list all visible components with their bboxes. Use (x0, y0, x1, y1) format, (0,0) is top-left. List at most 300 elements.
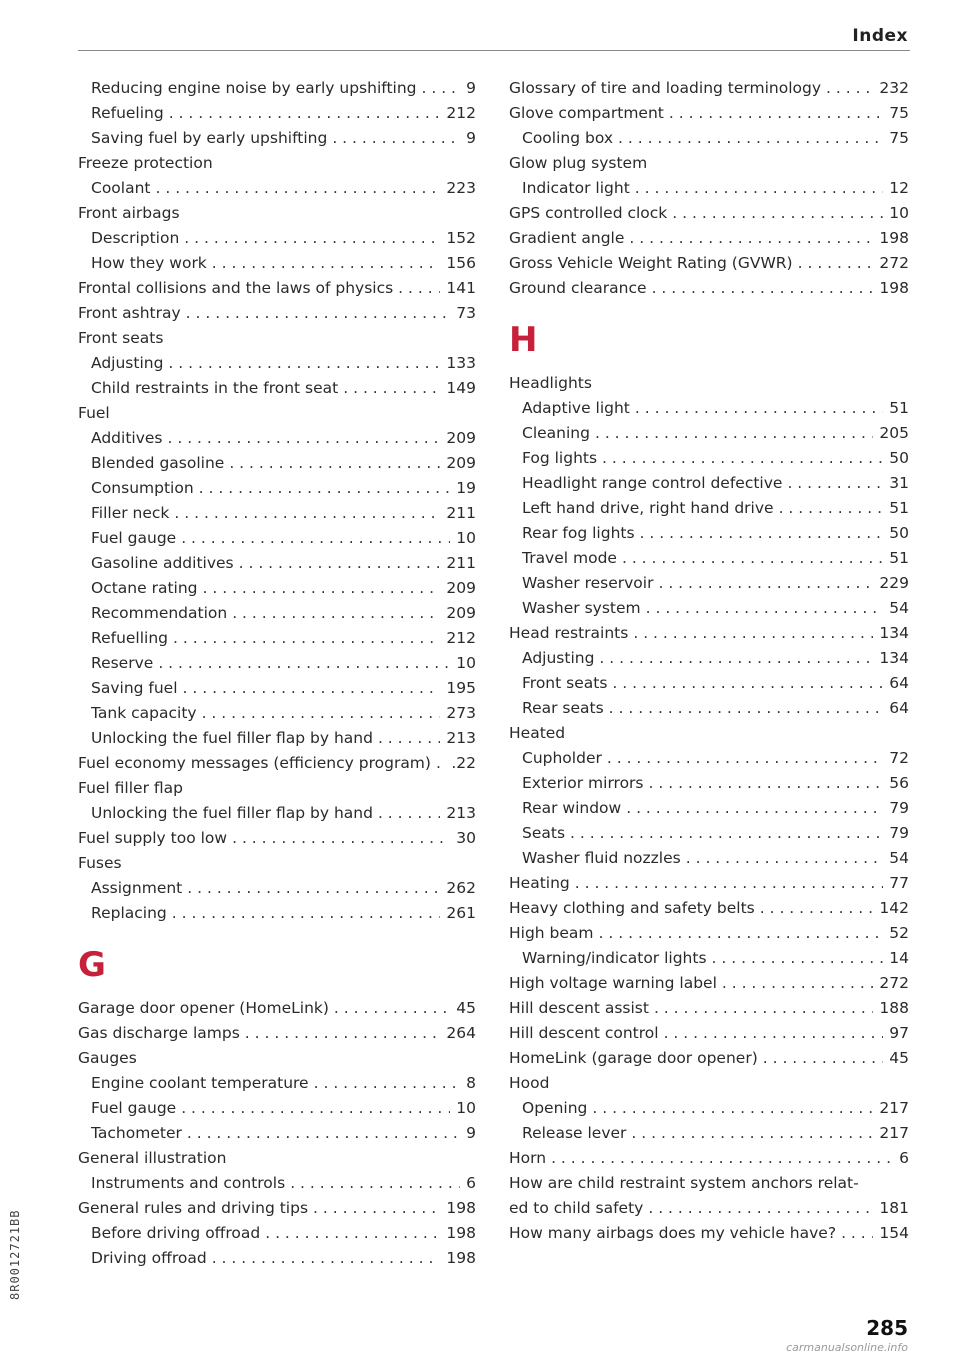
dot-leader (229, 451, 440, 476)
entry-text: Washer reservoir (522, 574, 654, 592)
dot-leader (551, 1146, 893, 1171)
index-subentry (509, 696, 909, 721)
entry-page-number: 79 (889, 824, 909, 842)
dot-leader (313, 1196, 440, 1221)
entry-text: Coolant (91, 179, 151, 197)
dot-leader (212, 251, 441, 276)
index-subentry (78, 376, 476, 401)
entry-text: Fog lights (522, 449, 598, 467)
entry-text: High voltage warning label (509, 974, 717, 992)
index-subentry (78, 1246, 476, 1271)
index-subentry (509, 796, 909, 821)
index-subentry (78, 651, 476, 676)
entry-page-number: 10 (456, 1099, 476, 1117)
entry-page-number: 72 (889, 749, 909, 767)
entry-page-number: 264 (446, 1024, 476, 1042)
entry-page-number: 229 (879, 574, 909, 592)
dot-leader (181, 1096, 450, 1121)
entry-page-number: 232 (879, 79, 909, 97)
entry-page-number: 205 (879, 424, 909, 442)
entry-page-number: 10 (456, 654, 476, 672)
entry-page-number: 198 (879, 229, 909, 247)
dot-leader (618, 126, 883, 151)
entry-page-number: 152 (446, 229, 476, 247)
dot-leader (203, 576, 441, 601)
index-entry (509, 1021, 909, 1046)
index-subentry (509, 546, 909, 571)
entry-text: Gasoline additives (91, 554, 234, 572)
index-subentry (78, 576, 476, 601)
entry-page-number: 211 (446, 504, 476, 522)
entry-text: Gas discharge lamps (78, 1024, 240, 1042)
index-entry (509, 1071, 909, 1096)
entry-text: Description (91, 229, 180, 247)
dot-leader (232, 601, 440, 626)
entry-page-number: 64 (889, 699, 909, 717)
entry-page-number: 209 (446, 454, 476, 472)
dot-leader (686, 846, 884, 871)
entry-page-number: 211 (446, 554, 476, 572)
entry-page-number: 51 (889, 399, 909, 417)
index-entry (78, 326, 476, 351)
dot-leader (599, 646, 873, 671)
entry-text: Head restraints (509, 624, 629, 642)
entry-text: Left hand drive, right hand drive (522, 499, 774, 517)
index-entry (78, 1146, 476, 1171)
index-entry (509, 226, 909, 251)
entry-page-number: 19 (456, 479, 476, 497)
index-entry (509, 251, 909, 276)
index-entry (78, 401, 476, 426)
entry-page-number: 14 (889, 949, 909, 967)
entry-page-number: 79 (889, 799, 909, 817)
index-subentry (78, 901, 476, 926)
index-subentry (509, 771, 909, 796)
entry-text: Headlights (509, 374, 592, 392)
entry-page-number: 9 (466, 1124, 476, 1142)
dot-leader (181, 526, 450, 551)
dot-leader (184, 226, 440, 251)
index-subentry (78, 726, 476, 751)
entry-page-number: 142 (879, 899, 909, 917)
entry-text: Gradient angle (509, 229, 625, 247)
entry-text: Octane rating (91, 579, 198, 597)
entry-text: Assignment (91, 879, 183, 897)
dot-leader (245, 1021, 441, 1046)
index-subentry (78, 601, 476, 626)
dot-leader (635, 396, 883, 421)
entry-text: Warning/indicator lights (522, 949, 707, 967)
index-entry (509, 151, 909, 176)
index-subentry (509, 571, 909, 596)
index-subentry (78, 1121, 476, 1146)
index-subentry (509, 596, 909, 621)
entry-text: Glossary of tire and loading terminology (509, 79, 822, 97)
dot-leader (763, 1046, 884, 1071)
index-entry (509, 896, 909, 921)
dot-leader (722, 971, 874, 996)
entry-page-number: 45 (889, 1049, 909, 1067)
dot-leader (633, 621, 873, 646)
index-subentry (509, 176, 909, 201)
dot-leader (378, 726, 440, 751)
entry-text: Front ashtray (78, 304, 181, 322)
entry-text: Adaptive light (522, 399, 630, 417)
entry-page-number: 45 (456, 999, 476, 1017)
index-entry (509, 971, 909, 996)
entry-text: High beam (509, 924, 594, 942)
index-subentry (78, 501, 476, 526)
index-subentry (78, 476, 476, 501)
index-subentry (78, 226, 476, 251)
dot-leader (436, 751, 445, 776)
entry-text: Before driving offroad (91, 1224, 261, 1242)
index-entry (509, 996, 909, 1021)
index-subentry (78, 876, 476, 901)
entry-text: Unlocking the fuel filler flap by hand (91, 804, 373, 822)
index-subentry (78, 251, 476, 276)
index-subentry (509, 946, 909, 971)
dot-leader (239, 551, 441, 576)
index-entry (509, 371, 909, 396)
entry-text: Rear window (522, 799, 622, 817)
dot-leader (841, 1221, 873, 1246)
dot-leader (183, 676, 441, 701)
entry-page-number: 141 (446, 279, 476, 297)
index-entry (509, 101, 909, 126)
index-subentry (78, 451, 476, 476)
entry-text: Child restraints in the front seat (91, 379, 339, 397)
index-entry (509, 1196, 909, 1221)
entry-text: Fuel supply too low (78, 829, 228, 847)
entry-text: Replacing (91, 904, 167, 922)
entry-page-number: 73 (456, 304, 476, 322)
dot-leader (646, 596, 884, 621)
entry-page-number: 149 (446, 379, 476, 397)
dot-leader (712, 946, 884, 971)
index-subentry (509, 821, 909, 846)
dot-leader (212, 1246, 441, 1271)
index-subentry (78, 801, 476, 826)
index-entry (509, 1171, 909, 1196)
entry-text: Additives (91, 429, 163, 447)
entry-page-number: 181 (879, 1199, 909, 1217)
entry-page-number: 54 (889, 599, 909, 617)
entry-page-number: 54 (889, 849, 909, 867)
dot-leader (629, 226, 873, 251)
page-number: 285 (866, 1316, 908, 1340)
entry-text: Seats (522, 824, 566, 842)
index-entry (509, 721, 909, 746)
index-subentry (509, 846, 909, 871)
index-subentry (78, 526, 476, 551)
dot-leader (343, 376, 440, 401)
dot-leader (635, 176, 883, 201)
entry-text: Fuel economy messages (efficiency program) (78, 754, 431, 772)
watermark-text: carmanualsonline.info (786, 1341, 908, 1354)
entry-page-number: 154 (879, 1224, 909, 1242)
index-subentry (509, 1096, 909, 1121)
entry-page-number: 50 (889, 449, 909, 467)
entry-text: Ground clearance (509, 279, 647, 297)
entry-text: Travel mode (522, 549, 617, 567)
index-column-right (509, 76, 909, 1246)
entry-page-number: 134 (879, 624, 909, 642)
entry-text: Front seats (522, 674, 608, 692)
entry-page-number: 6 (466, 1174, 476, 1192)
entry-page-number: 51 (889, 499, 909, 517)
entry-text: Headlight range control defective (522, 474, 783, 492)
entry-page-number: 56 (889, 774, 909, 792)
dot-leader (186, 301, 451, 326)
index-entry (78, 1196, 476, 1221)
index-entry (78, 826, 476, 851)
dot-leader (826, 76, 873, 101)
entry-text: Front seats (78, 329, 164, 347)
entry-text: GPS controlled clock (509, 204, 668, 222)
dot-leader (169, 101, 441, 126)
dot-leader (173, 626, 440, 651)
dot-leader (199, 476, 451, 501)
entry-text: Cleaning (522, 424, 590, 442)
entry-text: Refuelling (91, 629, 169, 647)
dot-leader (202, 701, 441, 726)
entry-page-number: 262 (446, 879, 476, 897)
index-subentry (78, 1071, 476, 1096)
entry-page-number: 212 (446, 104, 476, 122)
entry-page-number: 195 (446, 679, 476, 697)
index-subentry (509, 521, 909, 546)
entry-text: Refueling (91, 104, 164, 122)
index-subentry (509, 471, 909, 496)
index-subentry (509, 746, 909, 771)
index-subentry (78, 176, 476, 201)
entry-text: Engine coolant temperature (91, 1074, 309, 1092)
entry-text: How they work (91, 254, 207, 272)
entry-text: Driving offroad (91, 1249, 207, 1267)
entry-page-number: 156 (446, 254, 476, 272)
dot-leader (626, 796, 883, 821)
dot-leader (290, 1171, 460, 1196)
index-entry (509, 1046, 909, 1071)
dot-leader (187, 876, 440, 901)
entry-page-number: 209 (446, 429, 476, 447)
dot-leader (332, 126, 460, 151)
dot-leader (622, 546, 883, 571)
index-subentry (509, 1121, 909, 1146)
entry-page-number: 50 (889, 524, 909, 542)
dot-leader (609, 696, 884, 721)
entry-text: Saving fuel (91, 679, 178, 697)
entry-text: Tank capacity (91, 704, 197, 722)
entry-text: Hill descent assist (509, 999, 649, 1017)
index-entry (78, 301, 476, 326)
entry-text: Tachometer (91, 1124, 182, 1142)
index-subentry (509, 671, 909, 696)
dot-leader (664, 1021, 884, 1046)
entry-page-number: 209 (446, 604, 476, 622)
entry-text: General illustration (78, 1149, 227, 1167)
entry-page-number: .22 (451, 754, 476, 772)
index-subentry (509, 421, 909, 446)
dot-leader (167, 426, 440, 451)
header-rule (78, 50, 910, 51)
entry-text: Horn (509, 1149, 547, 1167)
dot-leader (398, 276, 440, 301)
dot-leader (156, 176, 441, 201)
index-subentry (509, 126, 909, 151)
entry-page-number: 223 (446, 179, 476, 197)
entry-text: Washer system (522, 599, 641, 617)
entry-page-number: 31 (889, 474, 909, 492)
entry-text: Front airbags (78, 204, 180, 222)
entry-page-number: 30 (456, 829, 476, 847)
dot-leader (669, 101, 883, 126)
entry-text: Unlocking the fuel filler flap by hand (91, 729, 373, 747)
dot-leader (787, 471, 883, 496)
dot-leader (158, 651, 450, 676)
dot-leader (760, 896, 874, 921)
index-subentry (78, 551, 476, 576)
index-subentry (509, 446, 909, 471)
index-subentry (509, 646, 909, 671)
entry-text: Reducing engine noise by early upshifting (91, 79, 417, 97)
entry-text: Release lever (522, 1124, 627, 1142)
entry-page-number: 212 (446, 629, 476, 647)
entry-text: Garage door opener (HomeLink) (78, 999, 329, 1017)
dot-leader (599, 921, 884, 946)
entry-page-number: 97 (889, 1024, 909, 1042)
entry-page-number: 209 (446, 579, 476, 597)
index-entry (509, 201, 909, 226)
entry-page-number: 134 (879, 649, 909, 667)
dot-leader (649, 771, 884, 796)
index-subentry (509, 496, 909, 521)
entry-text: Washer fluid nozzles (522, 849, 681, 867)
entry-page-number: 10 (889, 204, 909, 222)
dot-leader (648, 1196, 873, 1221)
index-entry (509, 76, 909, 101)
entry-page-number: 133 (446, 354, 476, 372)
dot-leader (378, 801, 440, 826)
entry-text: Heated (509, 724, 566, 742)
entry-text: Heavy clothing and safety belts (509, 899, 755, 917)
entry-text: Reserve (91, 654, 154, 672)
index-entry (78, 776, 476, 801)
dot-leader (612, 671, 883, 696)
index-entry (509, 871, 909, 896)
entry-text: Consumption (91, 479, 194, 497)
dot-leader (652, 276, 874, 301)
entry-text: Fuel gauge (91, 529, 177, 547)
dot-leader (631, 1121, 873, 1146)
entry-text: Fuel gauge (91, 1099, 177, 1117)
entry-page-number: 213 (446, 804, 476, 822)
index-subentry (78, 1171, 476, 1196)
index-column-left (78, 76, 476, 1271)
entry-page-number: 261 (446, 904, 476, 922)
index-subentry (78, 701, 476, 726)
entry-text: Fuses (78, 854, 122, 872)
index-entry (509, 921, 909, 946)
dot-leader (570, 821, 883, 846)
entry-page-number: 75 (889, 129, 909, 147)
index-subentry (78, 351, 476, 376)
entry-page-number: 272 (879, 254, 909, 272)
entry-text: Rear fog lights (522, 524, 635, 542)
dot-leader (654, 996, 873, 1021)
entry-page-number: 64 (889, 674, 909, 692)
entry-text: Fuel filler flap (78, 779, 183, 797)
entry-page-number: 52 (889, 924, 909, 942)
index-entry (78, 996, 476, 1021)
entry-text: Glow plug system (509, 154, 648, 172)
entry-text: Filler neck (91, 504, 170, 522)
dot-leader (658, 571, 873, 596)
index-subentry (78, 126, 476, 151)
index-subentry (78, 676, 476, 701)
dot-leader (314, 1071, 461, 1096)
entry-page-number: 272 (879, 974, 909, 992)
index-entry (78, 1046, 476, 1071)
dot-leader (172, 901, 441, 926)
section-letter: G (78, 945, 106, 985)
index-entry (78, 201, 476, 226)
index-subentry (78, 101, 476, 126)
entry-page-number: 213 (446, 729, 476, 747)
entry-text: Adjusting (522, 649, 595, 667)
entry-text: Adjusting (91, 354, 164, 372)
entry-page-number: 198 (879, 279, 909, 297)
entry-page-number: 217 (879, 1124, 909, 1142)
entry-page-number: 198 (446, 1224, 476, 1242)
entry-page-number: 188 (879, 999, 909, 1017)
entry-page-number: 12 (889, 179, 909, 197)
entry-text: Cooling box (522, 129, 614, 147)
entry-text: Gauges (78, 1049, 137, 1067)
entry-text: Opening (522, 1099, 588, 1117)
dot-leader (187, 1121, 460, 1146)
document-code: 8R0012721BB (8, 1209, 22, 1300)
index-entry (78, 1021, 476, 1046)
entry-text: Indicator light (522, 179, 630, 197)
index-entry (509, 1146, 909, 1171)
entry-page-number: 51 (889, 549, 909, 567)
entry-page-number: 9 (466, 79, 476, 97)
entry-text: HomeLink (garage door opener) (509, 1049, 758, 1067)
entry-text: Frontal collisions and the laws of physics (78, 279, 394, 297)
entry-page-number: 198 (446, 1199, 476, 1217)
dot-leader (334, 996, 450, 1021)
dot-leader (779, 496, 884, 521)
dot-leader (168, 351, 440, 376)
dot-leader (265, 1221, 440, 1246)
entry-page-number: 77 (889, 874, 909, 892)
entry-text: Glove compartment (509, 104, 664, 122)
index-entry (509, 621, 909, 646)
entry-text: Recommendation (91, 604, 228, 622)
dot-leader (672, 201, 883, 226)
index-entry (78, 276, 476, 301)
entry-page-number: 8 (466, 1074, 476, 1092)
entry-text: Rear seats (522, 699, 604, 717)
index-entry (78, 151, 476, 176)
entry-text: Gross Vehicle Weight Rating (GVWR) (509, 254, 793, 272)
dot-leader (602, 446, 883, 471)
dot-leader (575, 871, 884, 896)
entry-text: General rules and driving tips (78, 1199, 309, 1217)
index-subentry (509, 396, 909, 421)
